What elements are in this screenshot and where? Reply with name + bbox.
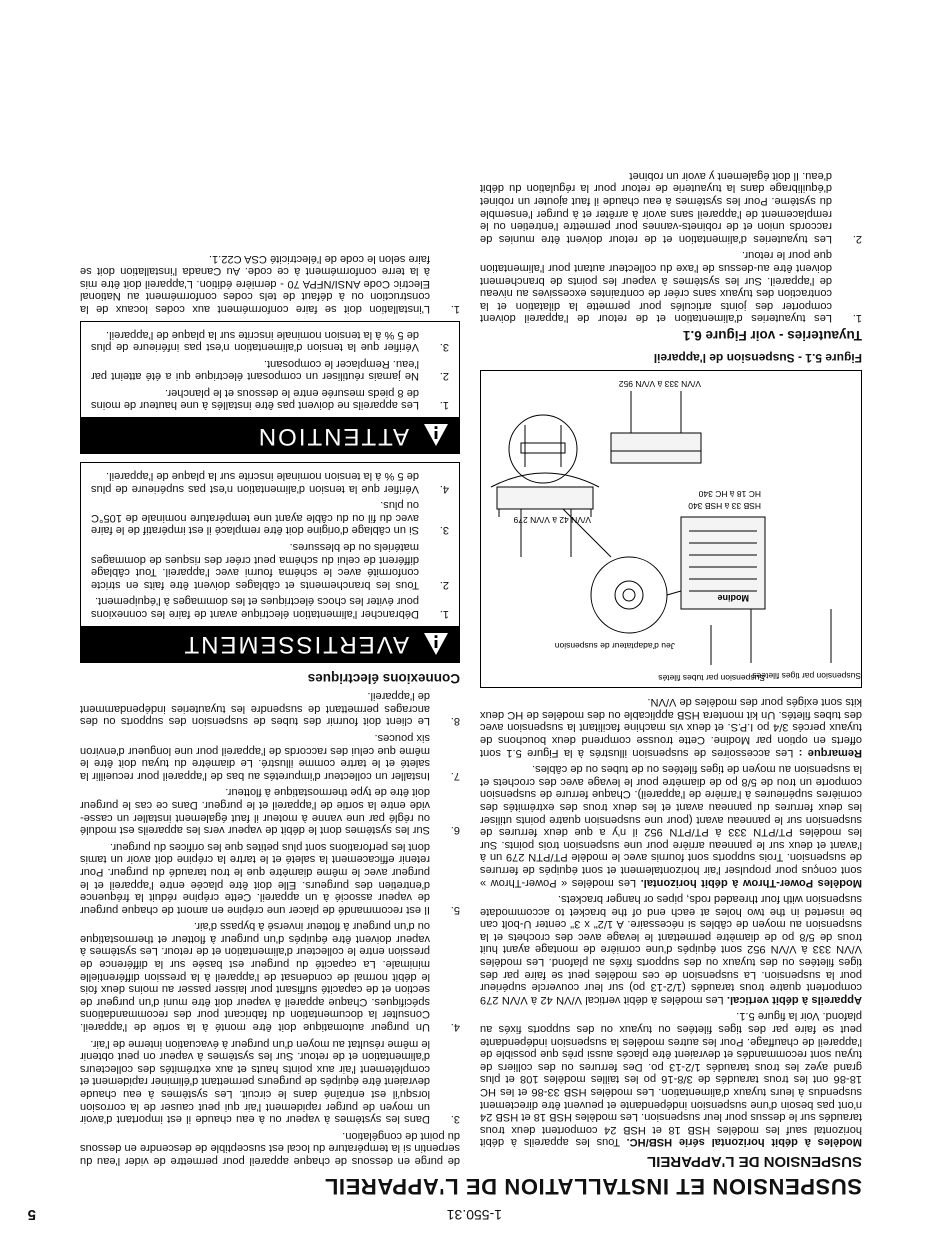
left-column	[480, 165, 862, 1170]
continued-paragraph: de purge en dessous de chaque appareil pour permettre de vider l'eau du serpentin si la température du local est susceptible de descendre en dessous du point de congélation.	[80, 1129, 460, 1167]
item-number: 7.	[450, 769, 460, 782]
page-number: 5	[27, 1206, 36, 1223]
piping-item	[80, 840, 460, 916]
document-number: 1-550.31	[446, 1207, 502, 1223]
paragraph-lead: Modèles à débit horizontal série HSB/HC.	[626, 1136, 862, 1149]
item-number: 6.	[450, 824, 460, 837]
attention-title: ATTENTION	[256, 422, 409, 450]
paragraph-vertical	[480, 893, 862, 1006]
piping-item	[80, 920, 460, 1033]
warning-item	[91, 540, 449, 590]
item-text: Les tuyauteries d'alimentation et de retour doivent être munies de raccords union et de robinets-vannes pour permettre l'entretien ou le remplacement de l'appareil sans avoir à arrêter et à purger l'ensemble du système. Pour les systèmes à eau chaude il faut ajouter un robinet d'équilibrage dans la tuyauterie de retour pour la régulation du débit d'eau. Il doit également y avoir un robinet	[480, 169, 832, 245]
warning-item	[91, 499, 449, 537]
section-title-piping: Tuyauteries - voir Figure 6.1	[682, 328, 862, 344]
warning-title: AVERTISSEMENT	[182, 631, 409, 659]
figure-label-v-large: V/VN 333 à V/VN 952	[618, 378, 701, 389]
item-number: 1.	[439, 399, 449, 412]
item-number: 3.	[450, 1113, 460, 1126]
figure-caption: Figure 5.1 - Suspension de l'appareil	[653, 350, 862, 365]
paragraph-text: Les modèles à débit vertical V/VN 42 à V/VN 279 comportent quatre trous taraudés (1/2-13 po) sur leur couvercle supérieur pour la suspension. La suspension de ces modèles peut se faire par des tiges filetées ou des tuyaux ou des supports fixés au plafond. Les modèles V/VN 333 à V/VN 952 sont équipés d'une cornière de montage ayant huit trous de 5/8 po de diamètre permettant le levage avec des crochets et la suspension au moyen de câbles si nécessaire. A 1/2" x 3" center U-bolt can be inserted in the two holes at each end of the bracket to accommodate suspension with four threaded rods, pipes or hanger brackets.	[480, 893, 862, 1006]
attention-item	[91, 328, 449, 353]
item-number: 3.	[439, 341, 449, 354]
figure-brand-logo: Modine	[717, 592, 749, 603]
warning-item	[91, 470, 449, 495]
figure-suspension	[480, 370, 862, 688]
item-text: Les appareils ne doivent pas être installés à une hauteur de moins de 8 pieds mesurée entre le dessous et le plancher.	[91, 386, 419, 412]
item-text: Si un câblage d'origine doit être remplacé il est impératif de le faire avec du fil ou du câble ayant une température nominale de 105°C ou plus.	[91, 499, 419, 537]
adapter-detail-circle	[591, 557, 667, 633]
item-text: Sur les systèmes dont le débit de vapeur vers les appareils est modulé ou réglé par une vanne à moteur il faut également installer un casse-vide entre la sortie de l'appareil et le purgeur. Dans ce cas le purgeur doit être de type thermostatique à flotteur.	[80, 786, 430, 837]
item-number: 1.	[852, 312, 862, 325]
attention-item	[91, 386, 449, 411]
item-number: 4.	[439, 482, 449, 495]
piping-item	[80, 690, 460, 728]
suspension-diagram	[481, 371, 861, 687]
piping-item	[80, 1037, 460, 1125]
attention-header	[81, 418, 459, 454]
note-text: Les accessoires de suspension illustrés à la Figure 5.1 sont offerts en option par Modine. Cette trousse comprend deux bouchons de tuyaux percés 3/4 po I.P.S. et deux vis machine facilitant la suspension avec des tubes filetés. Un kit montera HSB applicable ou des modèles de HC deux kits sont exigés pour des modèles de V/VN.	[480, 696, 862, 759]
figure-label-tube-suspension: Suspension par tubes filetés	[658, 672, 765, 683]
item-text: Débrancher l'alimentation électrique avant de faire les connexions pour éviter les chocs électriques et les dommages à l'équipement.	[91, 595, 419, 621]
figure-label-threaded-rods: Suspension par tiges filetées	[752, 670, 861, 681]
item-number: 3.	[439, 524, 449, 537]
paragraph-note	[480, 696, 862, 759]
warning-triangle-icon	[423, 424, 449, 448]
item-text: Vérifier que la tension d'alimentation n'est pas supérieure de plus de 5 % à la tension nominale inscrite sur la plaque de l'appareil.	[91, 470, 419, 495]
warning-list	[81, 464, 459, 627]
paragraph-lead: Modèles Power-Throw à débit horizontal.	[640, 876, 862, 889]
code-item	[80, 252, 460, 315]
attention-item	[91, 357, 449, 382]
item-number: 2.	[439, 370, 449, 383]
figure-label-hc: HC 18 à HC 340	[698, 488, 761, 499]
item-text: Dans les systèmes à vapeur ou à eau chaude il est important d'avoir un moyen de purger rapidement l'air qui peut causer de la corrosion lorsqu'il est entraîné dans le circuit. Les systèmes à eau chaude devraient être équipés de purgeurs permettant d'éliminer rapidement et complètement l'air aux points hauts et aux extrémités des collecteurs d'alimentation et de retour. Sur les systèmes à vapeur on peut obtenir le même résultat au moyen d'un purgeur à évacuation interne de l'air.	[80, 1037, 430, 1126]
right-column	[80, 248, 460, 1167]
piping-list-continued	[80, 690, 460, 1126]
note-lead: Remarque :	[798, 746, 862, 759]
item-text: L'installation doit se faire conformément aux codes locaux de la construction ou à défaut de tels codes conformément au National Electric Code ANSI/NFPA 70 - dernière édition. L'appareil doit être mis à la terre conformément à ce code. Au Canada l'installation doit se faire selon le code de l'électricité CSA C22.1.	[80, 252, 430, 315]
warning-triangle-icon	[423, 632, 449, 656]
installation-code-list	[80, 252, 460, 315]
piping-item	[480, 249, 862, 325]
section-title-electrical: Connexions électriques	[307, 670, 460, 686]
piping-list	[480, 169, 862, 324]
figure-label-adapter: Jeu d'adaptateur de suspension	[554, 640, 675, 651]
paragraph-lead: Appareils à débit vertical.	[726, 993, 862, 1006]
item-text: Vérifier que la tension d'alimentation n'est pas inférieure de plus de 5 % à la tension nominale inscrite sur la plaque de l'appareil.	[91, 328, 419, 354]
paragraph-power-throw	[480, 763, 862, 889]
warning-header	[81, 626, 459, 662]
item-number: 5.	[450, 903, 460, 916]
warning-box	[80, 463, 460, 664]
item-number: 1.	[439, 608, 449, 621]
paragraph-hsb-hc	[480, 1010, 862, 1149]
item-text: Un purgeur automatique doit être monté à la sortie de l'appareil. Consulter la documentation du fabricant pour des recommandations spécifiques. Chaque appareil à vapeur doit être muni d'un purgeur de section et de capacité suffisant pour laisser passer au moins deux fois le débit normal de condensat de l'appareil à la pression différentielle minimale. La capacité du purgeur est basée sur la différence de pression entre le collecteur d'alimentation et de retour. Les systèmes à vapeur doivent être équipés d'un purgeur à flotteur et thermostatique ou d'un purgeur à flotteur inversé à bypass d'air.	[80, 920, 430, 1034]
item-text: Les tuyauteries d'alimentation et de retour de l'appareil doivent comporter des joints articulés pour permette la dilatation et la contraction des tuyaux sans créer de contraintes excessives au niveau de l'appareil. Sur les systèmes à vapeur les points de branchement doivent être au-dessus de l'axe du collecteur autant pour l'alimentation que pour le retour.	[480, 249, 832, 325]
item-text: Installer un collecteur d'impuretés au bas de l'appareil pour recueillir la saleté et le tartre comme illustré. Le diamètre du tuyau doit être le même que celui des raccords de l'appareil pour une longueur d'environ six pouces.	[80, 732, 430, 782]
item-text: Tous les branchements et câblages doivent être faits en stricte conformité avec le schéma fourni avec l'appareil. Tout câblage différent de celui du schéma peut créer des risques de dommages matériels ou de blessures.	[91, 541, 419, 591]
item-number: 1.	[450, 302, 460, 315]
piping-item	[480, 169, 862, 245]
section-title-suspension: SUSPENSION DE L'APPAREIL	[647, 1153, 862, 1170]
figure-label-v-small: V/VN 42 à V/VN 279	[513, 514, 591, 525]
attention-box	[80, 321, 460, 455]
attention-list	[81, 322, 459, 418]
paragraph-text: Tous les appareils à débit horizontal sauf les modèles HSB 18 et HSB 24 comportent deux trous taraudés sur le dessus pour leur suspension. Les modèles HSB 18 et HSB 24 n'ont pas besoin d'une suspension indépendante et peuvent être directement suspendus à leurs tuyaux d'alimentation. Les modèles HSB 33-86 et les HC 18-86 ont les trous taraudés de 3/8-16 po les tailles modèles 108 et plus grand ayez les trous taraudés 1/2-13 po. Des ferrures ou des colliers de tuyau sont recommandés et devraient être placés aussi près que possible de l'appareil de chauffage. Pour les autres modèles la suspension indépendante peut se faire par des tiges filetées ou tuyaux ou des supports fixés au plafond. Voir la figure 5.1.	[480, 1010, 862, 1149]
paragraph-text: Les modèles « Power-Throw » sont conçus pour propulser l'air horizontalement et sont équipés de ferrures de suspension. Trois supports sont fournis avec le modèle PT/PTN 279 un à l'avant et deux sur le panneau arrière pour une suspension trois points. Sur les modèles PT/PTN 333 à PT/PTN 952 il n'y a que deux ferrures de suspension sur le panneau avant (pour une suspension quatre points utiliser les deux ferrures du panneau avant et les deux trous des extrémités des cornières supérieures à l'arrière de l'appareil). Chaque ferrure de suspension comporte un trou de 5/8 po de diamètre pour le levage avec des crochets et la suspension au moyen de tiges filetées ou de tubes ou de câbles.	[480, 763, 862, 889]
item-number: 2.	[439, 578, 449, 591]
piping-item	[80, 731, 460, 781]
item-text: Le client doit fournir des tubes de suspension des supports ou des ancrages permettant de suspendre les tuyauteries indépendamment de l'appareil.	[80, 690, 430, 728]
item-number: 8.	[450, 715, 460, 728]
vertical-unit-small	[497, 487, 593, 509]
item-text: Ne jamais réutiliser un composant électrique qui a été atteint par l'eau. Remplacer le composant.	[91, 357, 419, 383]
piping-item	[80, 786, 460, 836]
vertical-unit-large	[611, 433, 701, 463]
item-number: 4.	[450, 1021, 460, 1034]
item-number: 2.	[852, 232, 862, 245]
item-text: Il est recommandé de placer une crépine en amont de chaque purgeur de vapeur associé à un appareil. Cette crépine réduit la fréquence d'entretien des purgeurs. Elle doit être placée entre l'appareil et le purgeur avec le même diamètre que le trou taraudé du purgeur. Pour retenir efficacement la saleté et le tartre la crépine doit avoir un tamis dont les perforations sont plus petites que les orifices du purgeur.	[80, 840, 430, 916]
warning-item	[91, 595, 449, 620]
figure-label-hsb: HSB 33 à HSB 340	[688, 500, 761, 511]
main-title: SUSPENSION ET INSTALLATION DE L'APPAREIL	[324, 1174, 862, 1199]
